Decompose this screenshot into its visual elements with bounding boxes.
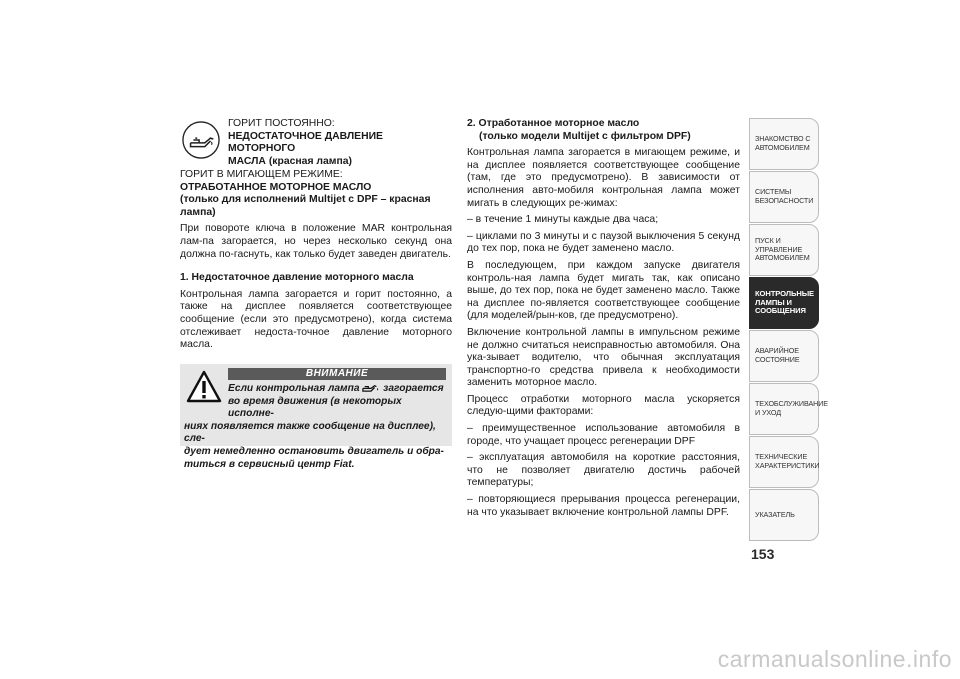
blink-line3: (только для исполнений Multijet с DPF – красная лампа) (180, 194, 431, 218)
tab-emergency[interactable] (749, 330, 819, 382)
blink-line2: ОТРАБОТАННОЕ МОТОРНОЕ МАСЛО (180, 181, 372, 193)
section2-title-line2: (только модели Multijet с фильтром DPF) (479, 130, 691, 142)
right-paragraph-8: – эксплуатация автомобиля на короткие расстояния, что не позволяет двигателю достичь рабочей температуры; (467, 452, 740, 489)
tab-specifications[interactable] (749, 436, 819, 488)
warning-line2: во время движения (в некоторых исполне- (228, 395, 402, 420)
right-column (467, 118, 740, 519)
tab-intro[interactable] (749, 118, 819, 170)
right-paragraph-7: – преимущественное использование автомобиля в городе, что учащает процесс регенерации DPF (467, 423, 740, 447)
watermark: carmanualsonline.info (717, 646, 952, 672)
tab-label: ПУСК И УПРАВЛЕНИЕ АВТОМОБИЛЕМ (755, 236, 810, 263)
right-paragraph-2: – в течение 1 минуты каждые два часа; (467, 214, 659, 226)
oil-can-icon (362, 383, 380, 392)
blink-label: ГОРИТ В МИГАЮЩЕМ РЕЖИМЕ: (180, 169, 343, 180)
warning-line1b: загорается (383, 383, 444, 394)
oil-can-icon (182, 121, 220, 159)
section2-title-line1: 2. Отработанное моторное масло (467, 118, 640, 129)
tab-label: КОНТРОЛЬНЫЕ ЛАМПЫ И СООБЩЕНИЯ (755, 289, 815, 316)
left-column (180, 118, 452, 352)
warning-line3: ниях появляется также сообщение на дисплее), сле- (184, 420, 436, 445)
chapter-tabs (749, 118, 829, 542)
warning-line1a: Если контрольная лампа (228, 383, 360, 394)
right-paragraph-6: Процесс отработки моторного масла ускоряется следую-щими факторами: (467, 393, 740, 418)
warning-text (184, 383, 448, 471)
page-number: 153 (751, 546, 775, 562)
blink-block (180, 169, 452, 219)
warning-box (180, 364, 452, 470)
right-paragraph-4: В последующем, при каждом запуске двигателя контроль-ная лампа будет мигать так, как описано выше, до тех пор, пока не будет заменено масло. Также на дисплее по-является соответствующее сообщение (для моделей/рын-ков, где предусмотрено). (467, 259, 740, 322)
tab-warning-lights[interactable] (749, 277, 819, 329)
warning-header: ВНИМАНИЕ (228, 368, 446, 380)
section1-title: 1. Недостаточное давление моторного масла (180, 272, 414, 284)
right-paragraph-9: – повторяющиеся прерывания процесса регенерации, на что указывает включение контрольной лампы DPF. (467, 494, 740, 518)
oil-always-line3: МАСЛА (красная лампа) (228, 155, 352, 167)
tab-label: ЗНАКОМСТВО С АВТОМОБИЛЕМ (755, 134, 811, 152)
left-paragraph-1: При повороте ключа в положение MAR контрольная лам-па загорается, но через несколько секунд она должна по-гаснуть, как только будет заведен двигатель. (180, 223, 452, 260)
oil-always-label: ГОРИТ ПОСТОЯННО: (228, 118, 335, 129)
oil-pressure-block (180, 118, 452, 166)
tab-label: АВАРИЙНОЕ СОСТОЯНИЕ (755, 346, 800, 364)
tab-driving[interactable] (749, 224, 819, 276)
tab-label: СИСТЕМЫ БЕЗОПАСНОСТИ (755, 187, 814, 205)
right-paragraph-3: – циклами по 3 минуты и с паузой выключения 5 секунд до тех пор, пока не будет заменено масло. (467, 230, 740, 255)
tab-label: ТЕХОБСЛУЖИВАНИЕ И УХОД (755, 399, 829, 417)
oil-always-line2: НЕДОСТАТОЧНОЕ ДАВЛЕНИЕ МОТОРНОГО (228, 130, 383, 155)
right-paragraph-1: Контрольная лампа загорается в мигающем режиме, и на дисплее появляется соответствующее сообщение (там, где это предусмотрено). В зависимости от исполнения авто-мобиля контрольная лампа может мигать в следующих ре-жимах: (467, 147, 740, 209)
tab-safety[interactable] (749, 171, 819, 223)
right-paragraph-5: Включение контрольной лампы в импульсном режиме не должно считаться неисправностью автомобиля. Она ука-зывает водителю, что обычная эксплуатация транспортно-го средства привела к необходимости заменить моторное масло. (467, 326, 740, 389)
section1-text: Контрольная лампа загорается и горит постоянно, а также на дисплее появляется соответствующее сообщение (если это предусмотрено), когда система отслеживает недоста-точное давление моторного масла. (180, 288, 452, 351)
warning-line5: титься в сервисный центр Fiat. (184, 458, 355, 470)
tab-index[interactable] (749, 489, 819, 541)
tab-maintenance[interactable] (749, 383, 829, 435)
tab-label: ТЕХНИЧЕСКИЕ ХАРАКТЕРИСТИКИ (755, 452, 820, 470)
tab-label: УКАЗАТЕЛЬ (755, 509, 795, 519)
warning-line4: дует немедленно остановить двигатель и обра- (184, 445, 444, 457)
warning-line1 (184, 383, 448, 396)
oil-pressure-text (228, 118, 452, 168)
